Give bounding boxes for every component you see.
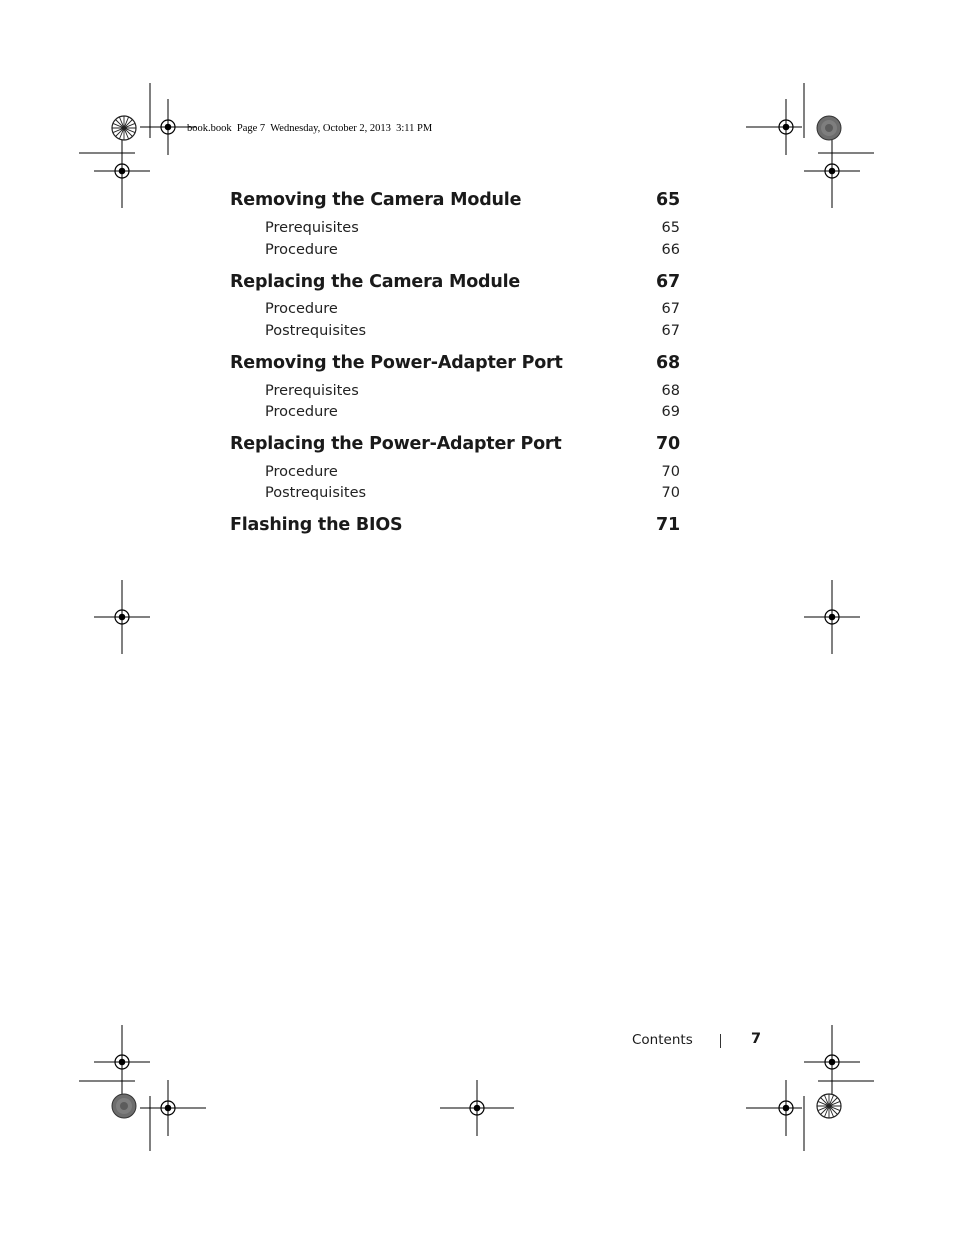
toc-subsection[interactable] <box>265 323 680 339</box>
section-page: 71 <box>656 515 680 535</box>
toc-section-flashing-bios[interactable] <box>230 515 680 535</box>
toc-section-removing-power-adapter[interactable] <box>230 353 680 373</box>
toc-subsection[interactable] <box>265 242 680 258</box>
subsection-page: 67 <box>661 323 680 339</box>
print-slug: book.book Page 7 Wednesday, October 2, 2013 3:11 PM <box>187 123 433 134</box>
footer-page-number: 7 <box>751 1031 762 1047</box>
section-page: 68 <box>656 353 680 373</box>
section-page: 67 <box>656 272 680 292</box>
subsection-title: Postrequisites <box>265 485 367 501</box>
subsection-title: Postrequisites <box>265 323 367 339</box>
section-title: Removing the Camera Module <box>230 190 522 210</box>
section-page: 70 <box>656 434 680 454</box>
subsection-title: Procedure <box>265 301 338 317</box>
toc-subsection[interactable] <box>265 301 680 317</box>
toc-section-replacing-camera[interactable] <box>230 272 680 292</box>
footer-section-label: Contents <box>632 1032 693 1048</box>
subsection-page: 68 <box>661 383 680 399</box>
subsection-page: 66 <box>661 242 680 258</box>
toc-subsection[interactable] <box>265 464 680 480</box>
toc-section-removing-camera[interactable] <box>230 190 680 210</box>
toc-section-replacing-power-adapter[interactable] <box>230 434 680 454</box>
toc-subsection[interactable] <box>265 404 680 420</box>
subsection-title: Procedure <box>265 464 338 480</box>
toc-subsection[interactable] <box>265 220 680 236</box>
footer-divider <box>720 1034 721 1048</box>
section-page: 65 <box>656 190 680 210</box>
subsection-page: 70 <box>661 485 680 501</box>
toc-subsection[interactable] <box>265 485 680 501</box>
section-title: Replacing the Power-Adapter Port <box>230 434 562 454</box>
section-title: Replacing the Camera Module <box>230 272 521 292</box>
subsection-page: 67 <box>661 301 680 317</box>
subsection-page: 65 <box>661 220 680 236</box>
subsection-page: 70 <box>661 464 680 480</box>
subsection-title: Prerequisites <box>265 220 359 236</box>
section-title: Removing the Power-Adapter Port <box>230 353 563 373</box>
subsection-title: Prerequisites <box>265 383 359 399</box>
page-footer <box>632 1031 762 1051</box>
section-title: Flashing the BIOS <box>230 515 403 535</box>
subsection-page: 69 <box>661 404 680 420</box>
subsection-title: Procedure <box>265 404 338 420</box>
toc-subsection[interactable] <box>265 383 680 399</box>
subsection-title: Procedure <box>265 242 338 258</box>
